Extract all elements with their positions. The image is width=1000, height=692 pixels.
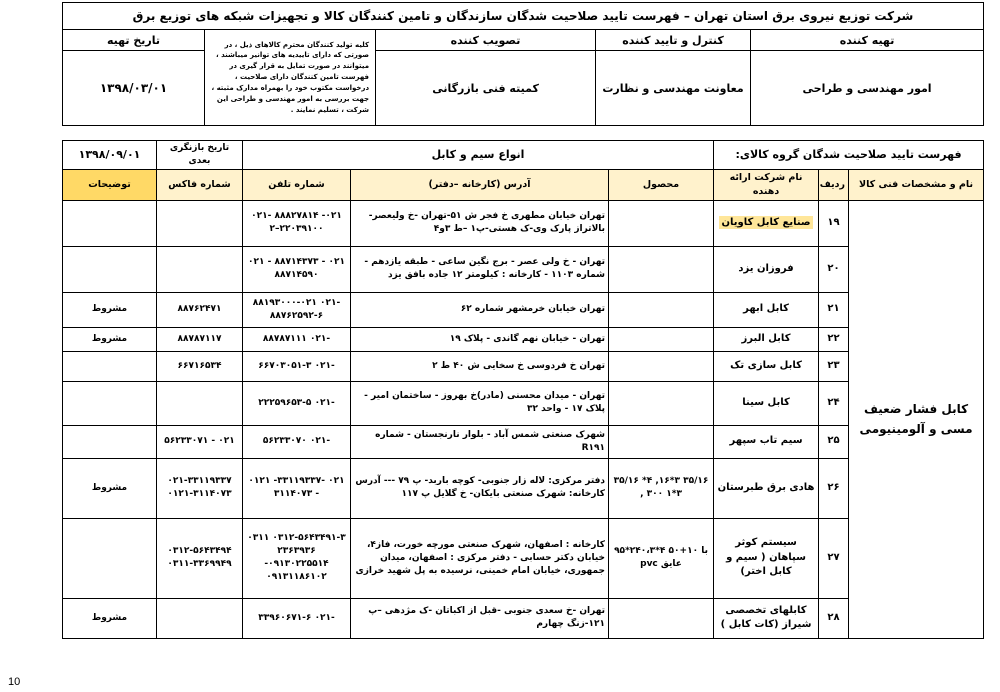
controller-label: کنترل و تایید کننده xyxy=(596,30,751,51)
notes-cell xyxy=(63,351,157,381)
notes-cell: مشروط xyxy=(63,327,157,351)
fax-cell: ۰۲۱ - ۵۶۲۳۳۰۷۱ xyxy=(157,425,243,458)
supplier-note: کلیه تولید کنندگان محترم کالاهای ذیل ، در صورتی که دارای تاییدیه های توانیر میباشند ، میتوانند در صورت تمایل به قرار گیری در فهرست تامین کنندگان دارای صلاحیت ، درخواست مکتوب خود را بهمراه مدارک مثبته ، جهت بررسی به امور مهندسی و طراحی این شرکت ، تسلیم نمایند . xyxy=(205,30,376,126)
address-cell: تهران خیابان مطهری خ فجر ش ۵۱-تهران -خ ولیعصر- بالاتراز پارک وی-ک هستی-پ۱ –ط ۳و۴ xyxy=(351,200,609,246)
product-cell xyxy=(609,381,714,425)
company-name: فروزان یزد xyxy=(714,246,819,292)
fax-cell: ۰۲۱-۳۳۱۱۹۳۳۷ ۰۱۲۱-۳۱۱۴۰۷۳ xyxy=(157,458,243,518)
fax-cell: ۸۸۷۶۲۴۷۱ xyxy=(157,292,243,327)
address-cell: تهران - خ ولی عصر - برج نگین ساعی - طبقه یازدهم - شماره ۱۱۰۳ - کارخانه : کیلومتر ۱۲ جاده بافق یزد xyxy=(351,246,609,292)
row-number: ۲۷ xyxy=(819,518,849,598)
phone-cell: -۰۲۱ ۳۳۹۶۰۶۷۱-۶ xyxy=(243,598,351,638)
table-row xyxy=(63,327,984,351)
company-name: هادی برق طبرستان xyxy=(714,458,819,518)
preparer-value: امور مهندسی و طراحی xyxy=(751,51,984,126)
phone-cell: -۰۲۱ ۸۸۷۸۷۱۱۱ xyxy=(243,327,351,351)
next-review-date: ۱۳۹۸/۰۹/۰۱ xyxy=(63,141,157,170)
notes-cell: مشروط xyxy=(63,292,157,327)
category-cell: کابل فشار ضعیف مسی و آلومینیومی xyxy=(849,200,984,638)
company-name: کابل ابهر xyxy=(714,292,819,327)
address-cell: تهران خیابان خرمشهر شماره ۶۲ xyxy=(351,292,609,327)
preparer-label: تهیه کننده xyxy=(751,30,984,51)
product-cell: ۳۵/۱۶ ۳*۱۶, ۴* ۳۵/۱۶ ۳*۱ ۳۰۰ , xyxy=(609,458,714,518)
company-name xyxy=(714,200,819,246)
col-product: محصول xyxy=(609,170,714,201)
fax-cell xyxy=(157,200,243,246)
page-number: 10 xyxy=(8,676,21,688)
product-cell xyxy=(609,200,714,246)
product-cell xyxy=(609,246,714,292)
document-title: شرکت توزیع نیروی برق استان تهران – فهرست تایید صلاحیت شدگان سازندگان و تامین کنندگان کالا و تجهیزات شبکه های توزیع برق xyxy=(63,3,984,30)
table-row xyxy=(63,351,984,381)
company-name: کابل البرز xyxy=(714,327,819,351)
address-cell: تهران - خیابان نهم گاندی - پلاک ۱۹ xyxy=(351,327,609,351)
product-cell xyxy=(609,351,714,381)
col-spec: نام و مشخصات فنی کالا xyxy=(849,170,984,201)
phone-cell: -۰۲۱ ۵۶۲۳۳۰۷۰ xyxy=(243,425,351,458)
col-phone: شماره تلفن xyxy=(243,170,351,201)
product-cell: با ۱۰+۵۰ ۴*۲۴۰،۳*۹۵ عایق pvc xyxy=(609,518,714,598)
group-name: انواع سیم و کابل xyxy=(243,141,714,170)
header-table xyxy=(62,2,984,126)
approver-label: تصویب کننده xyxy=(376,30,596,51)
controller-value: معاونت مهندسی و نظارت xyxy=(596,51,751,126)
notes-cell xyxy=(63,246,157,292)
notes-cell: مشروط xyxy=(63,458,157,518)
phone-cell: ۰۳۱۲-۵۶۴۳۴۹۱-۳ ۰۳۱۱ ۲۳۶۳۹۳۶ ۰۹۱۳۰۲۲۵۵۱۴- ۰۹۱۳۱۱۸۶۱۰۲ xyxy=(243,518,351,598)
notes-cell xyxy=(63,518,157,598)
phone-cell: -۰۲۱ ۸۸۱۹۳۰۰۰-۰۲۱ ۸۸۷۶۲۵۹۲-۶ xyxy=(243,292,351,327)
col-row: ردیف xyxy=(819,170,849,201)
row-number: ۲۳ xyxy=(819,351,849,381)
phone-cell: -۰۲۱ ۲۲۲۵۹۶۵۳-۵ xyxy=(243,381,351,425)
table-row xyxy=(63,246,984,292)
notes-cell: مشروط xyxy=(63,598,157,638)
address-cell: کارخانه : اصفهان، شهرک صنعتی مورچه خورت، فاز۴، خیابان دکتر حسابی - دفتر مرکزی : اصفهان، میدان جمهوری، خیابان امام خمینی، نرسیده به پل شهید خرازی xyxy=(351,518,609,598)
product-cell xyxy=(609,292,714,327)
row-number: ۲۲ xyxy=(819,327,849,351)
notes-cell xyxy=(63,381,157,425)
row-number: ۲۰ xyxy=(819,246,849,292)
address-cell: تهران -خ سعدی جنوبی -قبل از اکباتان -ک مژدهی –پ ۱۲۱-زنگ چهارم xyxy=(351,598,609,638)
address-cell: دفتر مرکزی: لاله زار جنوبی- کوچه باربد- پ ۷۹ --- آدرس کارخانه: شهرک صنعتی بایکان- خ گلایل پ ۱۱۷ xyxy=(351,458,609,518)
row-number: ۲۶ xyxy=(819,458,849,518)
fax-cell: ۰۳۱۲-۵۶۴۳۴۹۴ ۰۳۱۱-۳۳۶۹۹۴۹ xyxy=(157,518,243,598)
row-number: ۲۴ xyxy=(819,381,849,425)
col-notes: توضیحات xyxy=(63,170,157,201)
table-row xyxy=(63,598,984,638)
col-address: آدرس (کارخانه –دفتر) xyxy=(351,170,609,201)
notes-cell xyxy=(63,425,157,458)
row-number: ۲۵ xyxy=(819,425,849,458)
approver-value: کمیته فنی بازرگانی xyxy=(376,51,596,126)
row-number: ۲۱ xyxy=(819,292,849,327)
prep-date-value: ۱۳۹۸/۰۳/۰۱ xyxy=(63,51,205,126)
fax-cell xyxy=(157,598,243,638)
table-row xyxy=(63,425,984,458)
fax-cell xyxy=(157,381,243,425)
fax-cell xyxy=(157,246,243,292)
row-number: ۱۹ xyxy=(819,200,849,246)
company-name: سیم تاب سپهر xyxy=(714,425,819,458)
product-cell xyxy=(609,425,714,458)
product-cell xyxy=(609,327,714,351)
col-fax: شماره فاکس xyxy=(157,170,243,201)
company-name: کابل سینا xyxy=(714,381,819,425)
next-review-label: تاریخ بازنگری بعدی xyxy=(157,141,243,170)
fax-cell: ۸۸۷۸۷۱۱۷ xyxy=(157,327,243,351)
prep-date-label: تاریخ تهیه xyxy=(63,30,205,51)
group-label: فهرست تایید صلاحیت شدگان گروه کالای: xyxy=(714,141,984,170)
company-name: کابلهای تخصصی شیراز (کات کابل ) xyxy=(714,598,819,638)
phone-cell: ۰۲۱ - ۸۸۷۱۴۳۷۳ - ۰۲۱ ۸۸۷۱۴۵۹۰ xyxy=(243,246,351,292)
notes-cell xyxy=(63,200,157,246)
table-row xyxy=(63,458,984,518)
company-name: سیستم کوثر سپاهان ( سیم و کابل اختر) xyxy=(714,518,819,598)
address-cell: تهران خ فردوسی خ سخایی ش ۴۰ ط ۲ xyxy=(351,351,609,381)
supplier-table xyxy=(62,140,984,639)
address-cell: تهران - میدان محسنی (مادر)خ بهروز - ساختمان امیر - پلاک ۱۷ - واحد ۳۲ xyxy=(351,381,609,425)
table-row xyxy=(63,200,984,246)
table-row xyxy=(63,381,984,425)
address-cell: شهرک صنعتی شمس آباد - بلوار نارنجستان - شماره R۱۹۱ xyxy=(351,425,609,458)
col-company: نام شرکت ارائه دهنده xyxy=(714,170,819,201)
row-number: ۲۸ xyxy=(819,598,849,638)
company-name: کابل سازی تک xyxy=(714,351,819,381)
highlighted-company: صنایع کابل کاویان xyxy=(721,216,811,228)
fax-cell: ۶۶۷۱۶۵۳۴ xyxy=(157,351,243,381)
phone-cell: ۰۲۱ -۳۳۱۱۹۳۳۷- ۰۱۲۱ - ۳۱۱۴۰۷۳ xyxy=(243,458,351,518)
table-row xyxy=(63,292,984,327)
phone-cell: ۰۲۱- ۸۸۸۲۷۸۱۴ -۰۲۱ ۲۲۰۳۹۱۰۰–۲ xyxy=(243,200,351,246)
product-cell xyxy=(609,598,714,638)
table-row xyxy=(63,518,984,598)
phone-cell: -۰۲۱ ۶۶۷۰۳۰۵۱-۳ xyxy=(243,351,351,381)
